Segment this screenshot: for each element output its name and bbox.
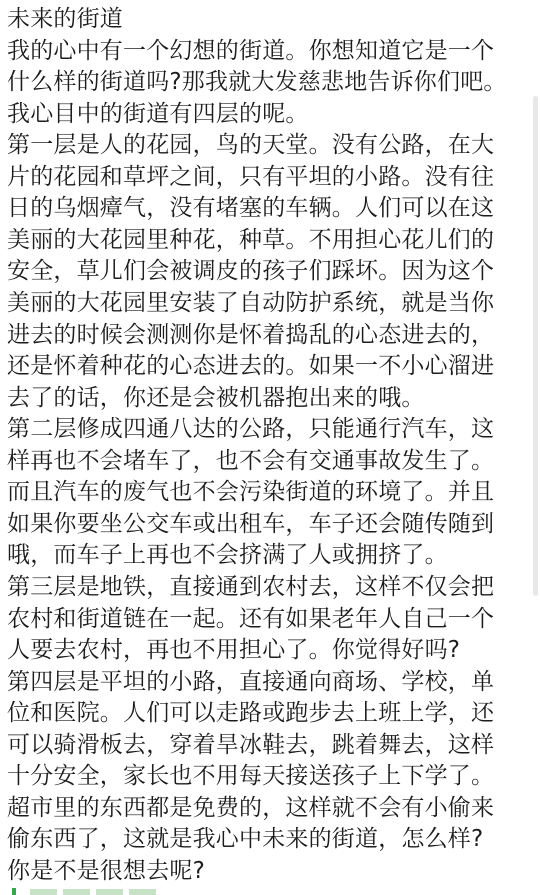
article-line-1: 我的心中有一个幻想的街道。你想知道它是一个 bbox=[7, 38, 495, 64]
article-line-15: 而且汽车的废气也不会污染街道的环境了。并且 bbox=[7, 479, 495, 505]
article-line-8: 安全，草儿们会被调皮的孩子们踩坏。因为这个 bbox=[7, 258, 495, 284]
accent-marker bbox=[12, 888, 16, 895]
article-line-27: 你是不是很想去呢? bbox=[7, 858, 206, 884]
article-line-25: 超市里的东西都是免费的，这样就不会有小偷来 bbox=[7, 795, 495, 821]
article-line-20: 人要去农村，再也不用担心了。你觉得好吗? bbox=[7, 637, 461, 663]
article-line-24: 十分安全，家长也不用每天接送孩子上下学了。 bbox=[7, 763, 495, 789]
next-section-peek bbox=[30, 889, 180, 895]
article-line-17: 哦，而车子上再也不会挤满了人或拥挤了。 bbox=[7, 542, 448, 568]
article-line-11: 还是怀着种花的心态进去的。如果一不小心溜进 bbox=[7, 353, 495, 379]
article-line-14: 样再也不会堵车了，也不会有交通事故发生了。 bbox=[7, 448, 495, 474]
article-line-13: 第二层修成四通八达的公路，只能通行汽车，这 bbox=[7, 416, 495, 442]
article-line-16: 如果你要坐公交车或出租车，车子还会随传随到 bbox=[7, 511, 495, 537]
scrollbar[interactable] bbox=[533, 96, 538, 596]
article-line-26: 偷东西了，这就是我心中未来的街道，怎么样? bbox=[7, 826, 484, 852]
article-line-9: 美丽的大花园里安装了自动防护系统，就是当你 bbox=[7, 290, 495, 316]
article-line-23: 可以骑滑板去，穿着旱冰鞋去，跳着舞去，这样 bbox=[7, 732, 495, 758]
article-line-4: 第一层是人的花园，鸟的天堂。没有公路，在大 bbox=[7, 132, 495, 158]
article-line-21: 第四层是平坦的小路，直接通向商场、学校，单 bbox=[7, 669, 495, 695]
article-line-7: 美丽的大花园里种花，种草。不用担心花儿们的 bbox=[7, 227, 495, 253]
article-line-10: 进去的时候会测测你是怀着捣乱的心态进去的， bbox=[7, 322, 495, 348]
article-line-12: 去了的话，你还是会被机器抱出来的哦。 bbox=[7, 385, 425, 411]
article-line-18: 第三层是地铁，直接通到农村去，这样不仅会把 bbox=[7, 574, 495, 600]
article-line-5: 片的花园和草坪之间，只有平坦的小路。没有往 bbox=[7, 164, 495, 190]
article-line-3: 我心目中的街道有四层的呢。 bbox=[7, 101, 309, 127]
article-title: 未来的街道 bbox=[7, 6, 123, 32]
article-line-19: 农村和街道链在一起。还有如果老年人自己一个 bbox=[7, 606, 495, 632]
article-line-22: 位和医院。人们可以走路或跑步去上班上学，还 bbox=[7, 700, 495, 726]
article-line-2: 什么样的街道吗?那我就大发慈悲地告诉你们吧。 bbox=[7, 69, 507, 95]
article-line-6: 日的乌烟瘴气，没有堵塞的车辆。人们可以在这 bbox=[7, 195, 495, 221]
